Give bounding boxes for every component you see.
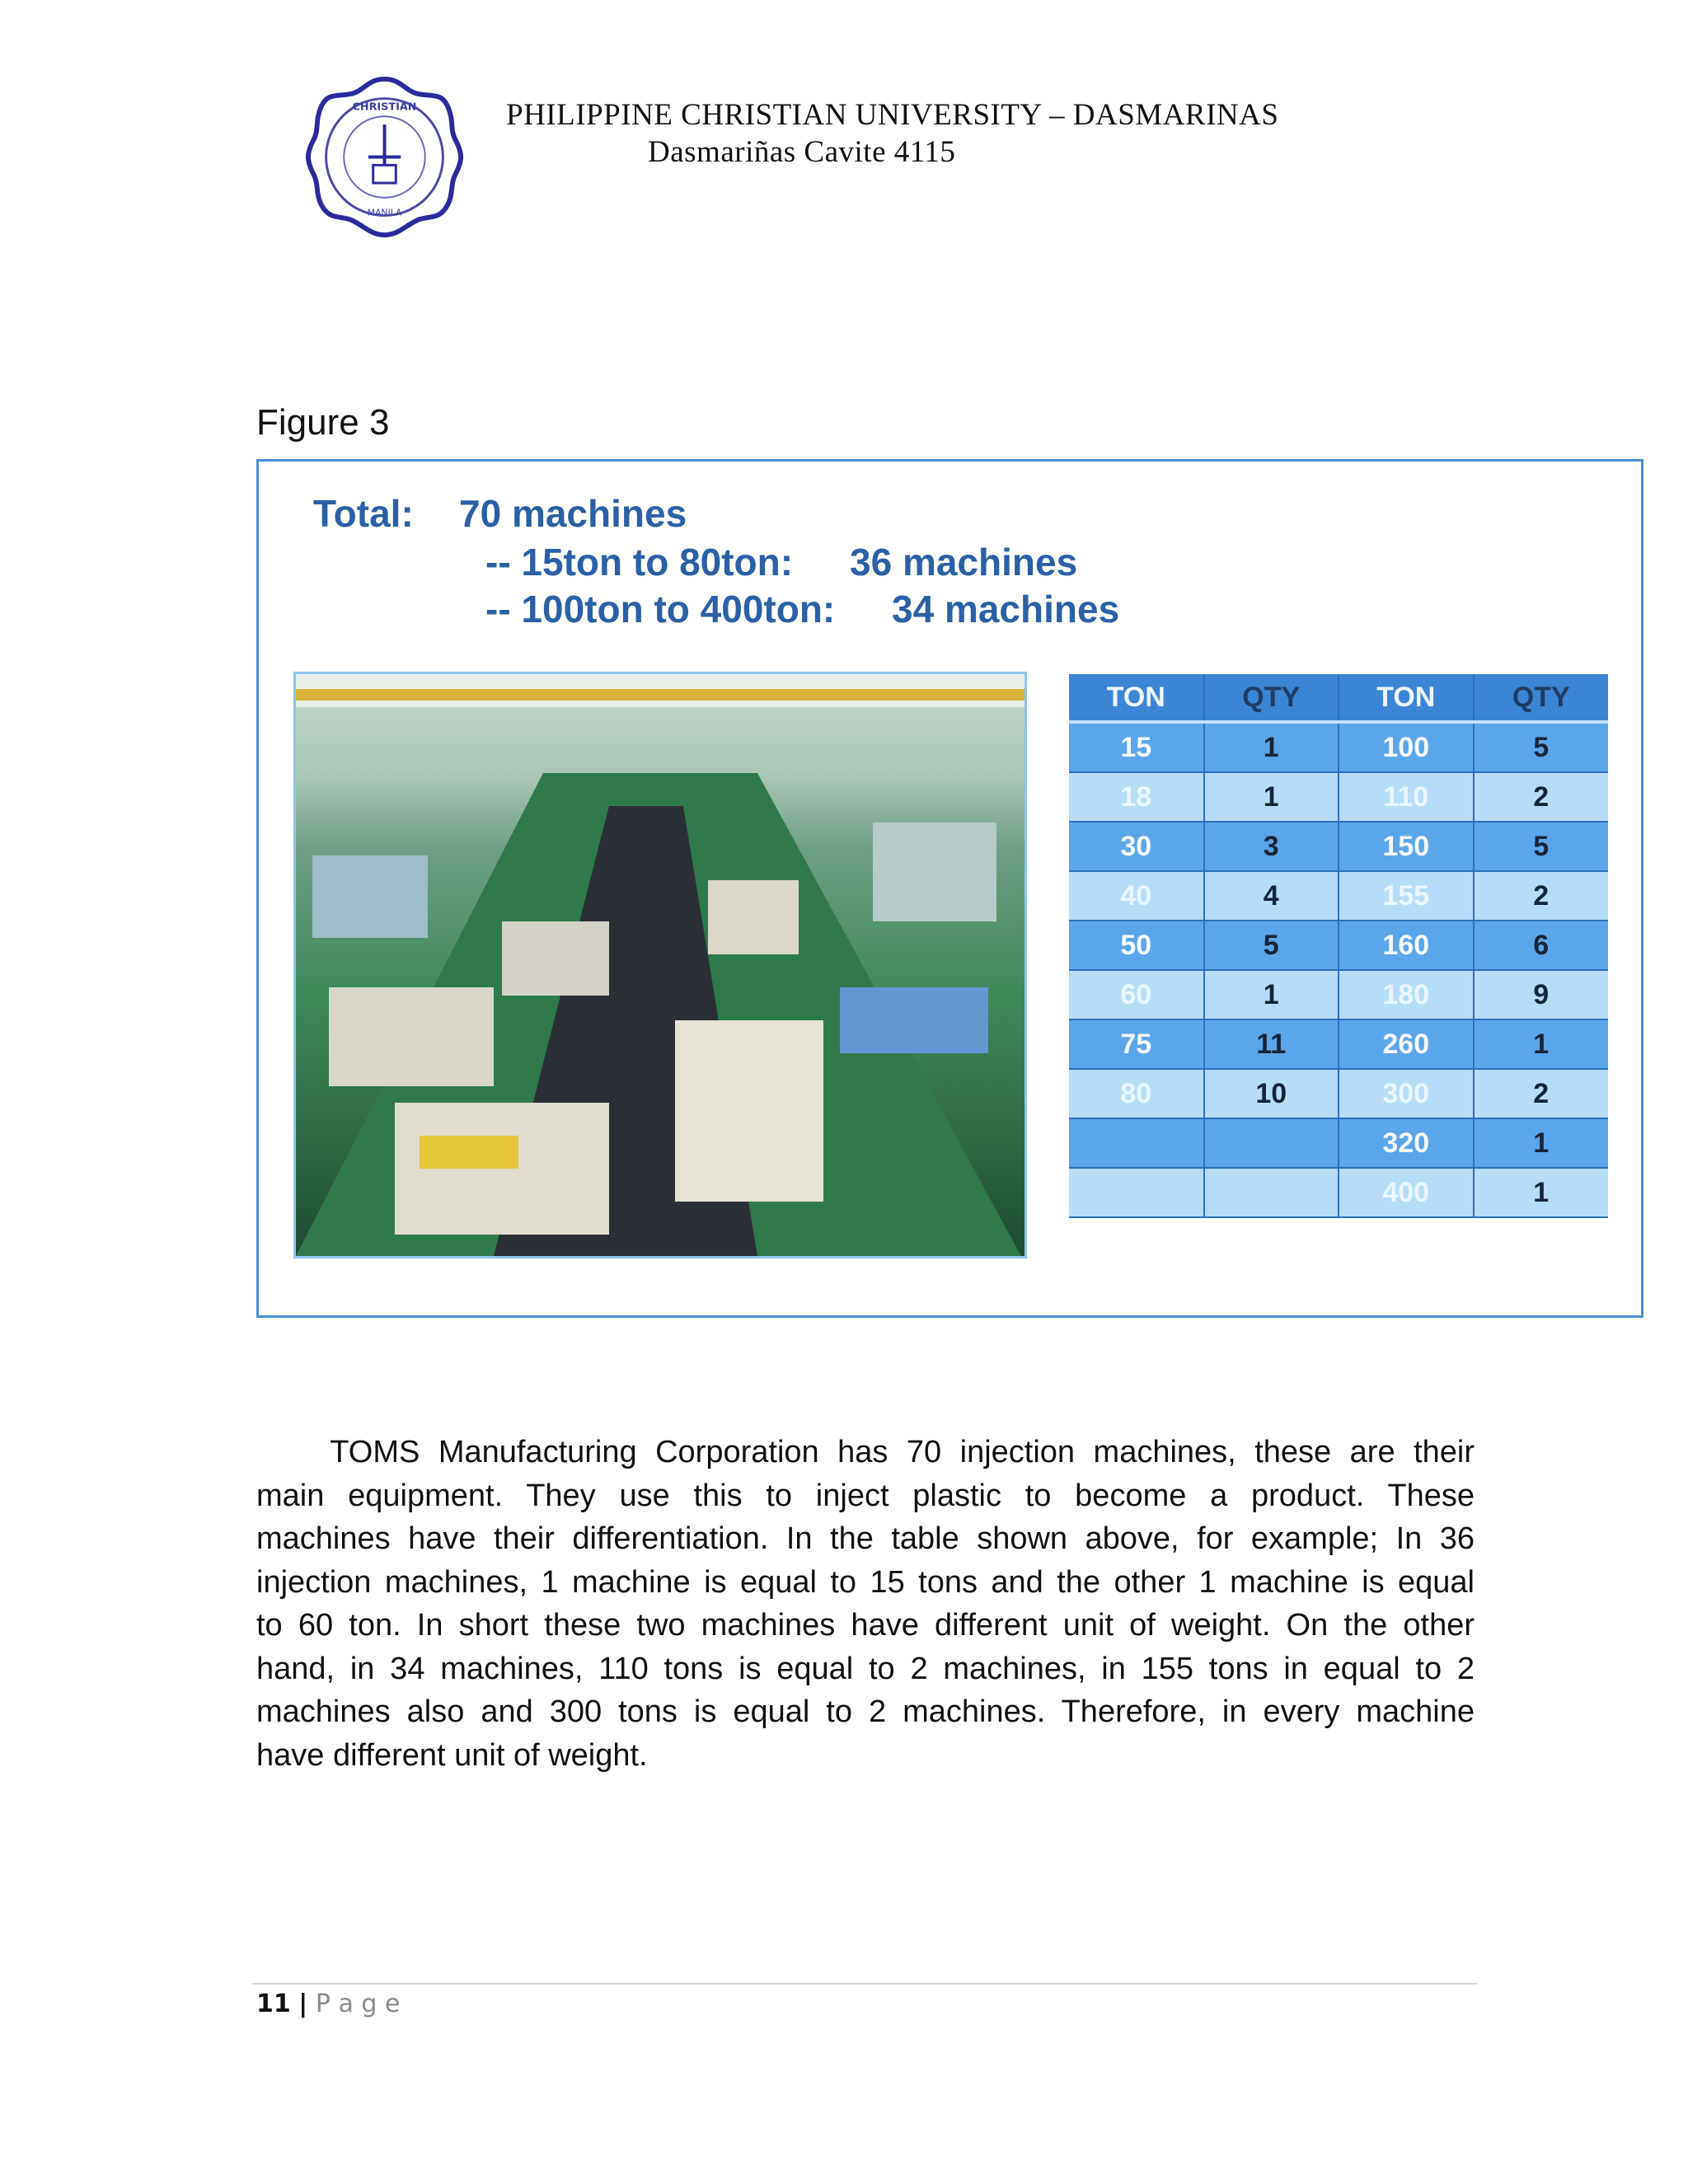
- ton-cell: 60: [1069, 970, 1204, 1019]
- ton-cell: 400: [1339, 1168, 1474, 1217]
- column-header-qty: QTY: [1204, 674, 1339, 722]
- factory-photo-illustration: [296, 674, 1025, 1256]
- paragraph-line: TOMS Manufacturing Corporation has 70 injection machines, these are their: [256, 1435, 1475, 1469]
- table-row: [1069, 722, 1608, 772]
- paragraph-line: to 60 ton. In short these two machines have different unit of weight. On the other: [256, 1608, 1475, 1643]
- table-row: [1069, 1069, 1608, 1118]
- ton-cell: 30: [1069, 822, 1204, 871]
- ton-cell: 160: [1339, 921, 1474, 970]
- ton-cell: 300: [1339, 1069, 1474, 1118]
- page-label: P a g e: [315, 1990, 401, 2018]
- ton-cell: 110: [1339, 772, 1474, 822]
- institution-name: PHILIPPINE CHRISTIAN UNIVERSITY – DASMARINAS: [506, 98, 1279, 132]
- table-row: [1069, 1118, 1608, 1168]
- table-row: [1069, 1019, 1608, 1069]
- qty-cell: 1: [1204, 772, 1339, 822]
- range1-value: 36 machines: [850, 541, 1078, 583]
- paragraph-line: have different unit of weight.: [256, 1737, 648, 1773]
- factory-floor-photo: [293, 672, 1027, 1258]
- qty-cell: 1: [1474, 1168, 1609, 1217]
- qty-cell: 3: [1204, 822, 1339, 871]
- footer-separator: |: [298, 1990, 308, 2018]
- qty-cell: 11: [1204, 1019, 1339, 1069]
- range1-label: -- 15ton to 80ton:: [485, 541, 794, 583]
- table-row: [1069, 970, 1608, 1019]
- ton-cell: 260: [1339, 1019, 1474, 1069]
- range2-label: -- 100ton to 400ton:: [485, 588, 836, 630]
- ton-cell: 15: [1069, 722, 1204, 772]
- page-number: 11: [256, 1990, 291, 2018]
- total-label: Total:: [313, 492, 414, 535]
- column-header-qty: QTY: [1474, 674, 1609, 722]
- ton-cell: 180: [1339, 970, 1474, 1019]
- ton-cell: [1069, 1118, 1204, 1168]
- qty-cell: 1: [1204, 722, 1339, 772]
- table-row: [1069, 921, 1608, 970]
- column-header-ton: TON: [1069, 674, 1204, 722]
- qty-cell: 1: [1204, 970, 1339, 1019]
- total-value: 70 machines: [459, 492, 687, 535]
- table-row: [1069, 772, 1608, 822]
- ton-cell: 320: [1339, 1118, 1474, 1168]
- table-row: [1069, 1168, 1608, 1217]
- qty-cell: [1204, 1168, 1339, 1217]
- paragraph-line: main equipment. They use this to inject plastic to become a product. These: [256, 1478, 1475, 1513]
- ton-cell: [1069, 1168, 1204, 1217]
- page-footer: [256, 1990, 400, 2018]
- table-row: [1069, 871, 1608, 921]
- qty-cell: 5: [1474, 822, 1609, 871]
- qty-cell: 5: [1204, 921, 1339, 970]
- ton-cell: 150: [1339, 822, 1474, 871]
- ton-cell: 40: [1069, 871, 1204, 921]
- qty-cell: 5: [1474, 722, 1609, 772]
- body-paragraph: [256, 1431, 1475, 1777]
- tonnage-table: [1069, 674, 1608, 1218]
- university-seal-logo: [303, 76, 466, 238]
- table-header-row: [1069, 674, 1608, 722]
- qty-cell: 4: [1204, 871, 1339, 921]
- ton-cell: 155: [1339, 871, 1474, 921]
- ton-cell: 50: [1069, 921, 1204, 970]
- institution-address: Dasmariñas Cavite 4115: [648, 135, 956, 169]
- ton-cell: 18: [1069, 772, 1204, 822]
- svg-text:MANILA: MANILA: [367, 207, 402, 218]
- figure-label: Figure 3: [256, 402, 390, 443]
- ton-cell: 75: [1069, 1019, 1204, 1069]
- paragraph-line: hand, in 34 machines, 110 tons is equal to 2 machines, in 155 tons in equal to 2: [256, 1651, 1475, 1686]
- table-row: [1069, 822, 1608, 871]
- qty-cell: 10: [1204, 1069, 1339, 1118]
- svg-text:CHRISTIAN: CHRISTIAN: [352, 101, 417, 114]
- footer-divider: [252, 1983, 1478, 1985]
- qty-cell: 2: [1474, 772, 1609, 822]
- range2-value: 34 machines: [892, 588, 1120, 630]
- qty-cell: [1204, 1118, 1339, 1168]
- column-header-ton: TON: [1339, 674, 1474, 722]
- ton-cell: 100: [1339, 722, 1474, 772]
- qty-cell: 9: [1474, 970, 1609, 1019]
- qty-cell: 1: [1474, 1019, 1609, 1069]
- qty-cell: 2: [1474, 1069, 1609, 1118]
- paragraph-line: machines also and 300 tons is equal to 2 machines. Therefore, in every machine: [256, 1694, 1475, 1729]
- ton-cell: 80: [1069, 1069, 1204, 1118]
- qty-cell: 1: [1474, 1118, 1609, 1168]
- qty-cell: 2: [1474, 871, 1609, 921]
- paragraph-line: injection machines, 1 machine is equal to 15 tons and the other 1 machine is equal: [256, 1564, 1475, 1600]
- qty-cell: 6: [1474, 921, 1609, 970]
- paragraph-line: machines have their differentiation. In the table shown above, for example; In 36: [256, 1521, 1475, 1556]
